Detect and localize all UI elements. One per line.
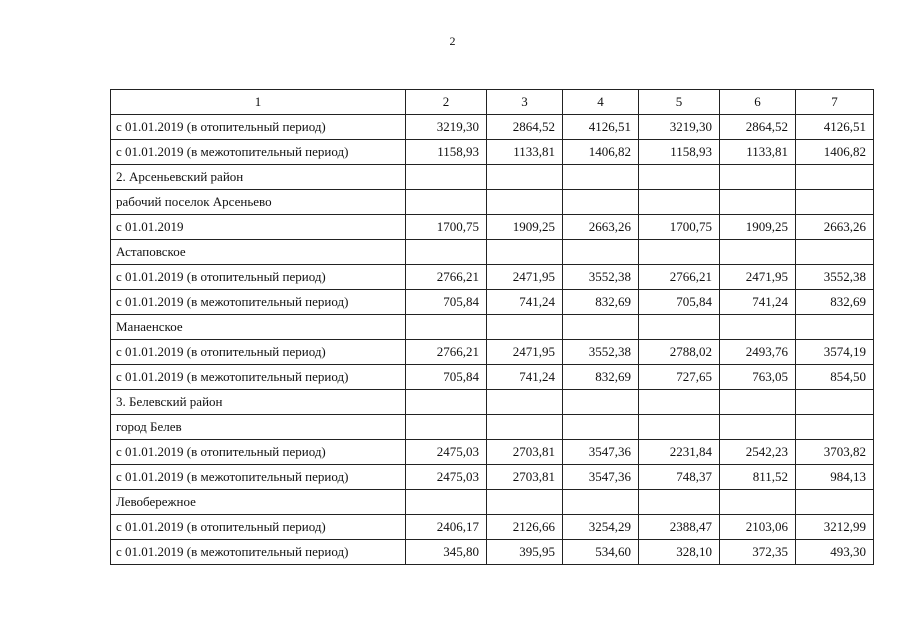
value-cell bbox=[406, 315, 487, 340]
value-cell bbox=[563, 490, 639, 515]
value-cell: 372,35 bbox=[720, 540, 796, 565]
column-header: 1 bbox=[111, 90, 406, 115]
value-cell: 328,10 bbox=[639, 540, 720, 565]
value-cell: 1406,82 bbox=[796, 140, 874, 165]
value-cell bbox=[563, 165, 639, 190]
value-cell: 2766,21 bbox=[639, 265, 720, 290]
column-header: 4 bbox=[563, 90, 639, 115]
row-label-cell: с 01.01.2019 (в межотопительный период) bbox=[111, 540, 406, 565]
table-row bbox=[111, 265, 874, 290]
value-cell bbox=[720, 415, 796, 440]
value-cell bbox=[639, 190, 720, 215]
row-label-cell: рабочий поселок Арсеньево bbox=[111, 190, 406, 215]
value-cell: 832,69 bbox=[563, 365, 639, 390]
value-cell: 2864,52 bbox=[720, 115, 796, 140]
value-cell: 534,60 bbox=[563, 540, 639, 565]
value-cell: 811,52 bbox=[720, 465, 796, 490]
row-label-cell: Левобережное bbox=[111, 490, 406, 515]
value-cell bbox=[487, 390, 563, 415]
value-cell bbox=[406, 165, 487, 190]
value-cell: 2103,06 bbox=[720, 515, 796, 540]
value-cell: 2231,84 bbox=[639, 440, 720, 465]
table-row bbox=[111, 515, 874, 540]
value-cell: 2663,26 bbox=[796, 215, 874, 240]
value-cell: 3212,99 bbox=[796, 515, 874, 540]
table-row bbox=[111, 490, 874, 515]
table-row bbox=[111, 465, 874, 490]
value-cell bbox=[563, 190, 639, 215]
table-row bbox=[111, 540, 874, 565]
value-cell bbox=[720, 165, 796, 190]
value-cell: 832,69 bbox=[563, 290, 639, 315]
value-cell bbox=[487, 415, 563, 440]
value-cell: 3547,36 bbox=[563, 465, 639, 490]
value-cell: 3552,38 bbox=[563, 265, 639, 290]
value-cell: 705,84 bbox=[406, 290, 487, 315]
value-cell bbox=[796, 315, 874, 340]
value-cell: 705,84 bbox=[639, 290, 720, 315]
row-label-cell: с 01.01.2019 (в межотопительный период) bbox=[111, 365, 406, 390]
row-label-cell: с 01.01.2019 (в отопительный период) bbox=[111, 340, 406, 365]
value-cell: 1909,25 bbox=[487, 215, 563, 240]
table-row bbox=[111, 390, 874, 415]
value-cell: 1700,75 bbox=[406, 215, 487, 240]
value-cell: 741,24 bbox=[720, 290, 796, 315]
value-cell bbox=[487, 490, 563, 515]
value-cell bbox=[796, 415, 874, 440]
value-cell bbox=[563, 240, 639, 265]
table-row bbox=[111, 165, 874, 190]
value-cell: 763,05 bbox=[720, 365, 796, 390]
table-row bbox=[111, 415, 874, 440]
value-cell bbox=[639, 490, 720, 515]
column-header: 3 bbox=[487, 90, 563, 115]
value-cell: 3254,29 bbox=[563, 515, 639, 540]
value-cell bbox=[639, 240, 720, 265]
table-row bbox=[111, 315, 874, 340]
value-cell bbox=[406, 415, 487, 440]
table-row bbox=[111, 365, 874, 390]
value-cell bbox=[487, 240, 563, 265]
row-label-cell: с 01.01.2019 (в отопительный период) bbox=[111, 515, 406, 540]
value-cell: 4126,51 bbox=[796, 115, 874, 140]
page-number: 2 bbox=[449, 34, 456, 48]
row-label-cell: Манаенское bbox=[111, 315, 406, 340]
value-cell: 3219,30 bbox=[639, 115, 720, 140]
value-cell: 748,37 bbox=[639, 465, 720, 490]
column-header: 7 bbox=[796, 90, 874, 115]
table-body bbox=[111, 90, 874, 565]
value-cell bbox=[720, 315, 796, 340]
value-cell: 1406,82 bbox=[563, 140, 639, 165]
value-cell: 2766,21 bbox=[406, 340, 487, 365]
column-header: 6 bbox=[720, 90, 796, 115]
value-cell: 3574,19 bbox=[796, 340, 874, 365]
value-cell: 2475,03 bbox=[406, 465, 487, 490]
value-cell: 395,95 bbox=[487, 540, 563, 565]
value-cell: 741,24 bbox=[487, 365, 563, 390]
value-cell: 1158,93 bbox=[639, 140, 720, 165]
value-cell: 727,65 bbox=[639, 365, 720, 390]
value-cell: 832,69 bbox=[796, 290, 874, 315]
value-cell bbox=[639, 165, 720, 190]
value-cell: 2766,21 bbox=[406, 265, 487, 290]
value-cell: 4126,51 bbox=[563, 115, 639, 140]
value-cell bbox=[796, 190, 874, 215]
value-cell: 2471,95 bbox=[487, 340, 563, 365]
value-cell: 2542,23 bbox=[720, 440, 796, 465]
value-cell bbox=[406, 190, 487, 215]
table-row bbox=[111, 290, 874, 315]
value-cell: 345,80 bbox=[406, 540, 487, 565]
value-cell: 2663,26 bbox=[563, 215, 639, 240]
row-label-cell: с 01.01.2019 (в межотопительный период) bbox=[111, 140, 406, 165]
value-cell bbox=[487, 190, 563, 215]
value-cell bbox=[720, 190, 796, 215]
value-cell bbox=[563, 315, 639, 340]
value-cell: 2471,95 bbox=[720, 265, 796, 290]
table-header-row bbox=[111, 90, 874, 115]
value-cell bbox=[796, 490, 874, 515]
value-cell bbox=[487, 315, 563, 340]
value-cell bbox=[720, 240, 796, 265]
value-cell: 3703,82 bbox=[796, 440, 874, 465]
value-cell: 2864,52 bbox=[487, 115, 563, 140]
table-row bbox=[111, 140, 874, 165]
column-header: 5 bbox=[639, 90, 720, 115]
value-cell: 1133,81 bbox=[487, 140, 563, 165]
value-cell bbox=[406, 390, 487, 415]
table-row bbox=[111, 340, 874, 365]
row-label-cell: с 01.01.2019 (в отопительный период) bbox=[111, 265, 406, 290]
value-cell: 2126,66 bbox=[487, 515, 563, 540]
value-cell bbox=[406, 490, 487, 515]
value-cell: 2388,47 bbox=[639, 515, 720, 540]
value-cell: 854,50 bbox=[796, 365, 874, 390]
value-cell: 705,84 bbox=[406, 365, 487, 390]
row-label-cell: с 01.01.2019 (в отопительный период) bbox=[111, 115, 406, 140]
table-row bbox=[111, 115, 874, 140]
value-cell bbox=[563, 390, 639, 415]
value-cell: 3552,38 bbox=[796, 265, 874, 290]
column-header: 2 bbox=[406, 90, 487, 115]
row-label-cell: с 01.01.2019 bbox=[111, 215, 406, 240]
value-cell bbox=[796, 165, 874, 190]
value-cell: 741,24 bbox=[487, 290, 563, 315]
row-label-cell: Астаповское bbox=[111, 240, 406, 265]
value-cell: 1909,25 bbox=[720, 215, 796, 240]
value-cell: 2493,76 bbox=[720, 340, 796, 365]
row-label-cell: с 01.01.2019 (в отопительный период) bbox=[111, 440, 406, 465]
value-cell bbox=[796, 240, 874, 265]
value-cell bbox=[639, 315, 720, 340]
table-row bbox=[111, 215, 874, 240]
table-row bbox=[111, 190, 874, 215]
value-cell: 1158,93 bbox=[406, 140, 487, 165]
value-cell bbox=[563, 415, 639, 440]
value-cell: 2406,17 bbox=[406, 515, 487, 540]
value-cell bbox=[639, 390, 720, 415]
value-cell bbox=[639, 415, 720, 440]
value-cell: 1700,75 bbox=[639, 215, 720, 240]
value-cell: 3547,36 bbox=[563, 440, 639, 465]
value-cell bbox=[406, 240, 487, 265]
value-cell bbox=[720, 490, 796, 515]
tariff-table bbox=[110, 89, 874, 565]
value-cell bbox=[720, 390, 796, 415]
value-cell bbox=[487, 165, 563, 190]
value-cell: 2471,95 bbox=[487, 265, 563, 290]
value-cell: 2703,81 bbox=[487, 440, 563, 465]
row-label-cell: 3. Белевский район bbox=[111, 390, 406, 415]
row-label-cell: с 01.01.2019 (в межотопительный период) bbox=[111, 290, 406, 315]
value-cell: 493,30 bbox=[796, 540, 874, 565]
row-label-cell: 2. Арсеньевский район bbox=[111, 165, 406, 190]
value-cell: 3219,30 bbox=[406, 115, 487, 140]
value-cell: 2788,02 bbox=[639, 340, 720, 365]
table-row bbox=[111, 240, 874, 265]
value-cell: 2703,81 bbox=[487, 465, 563, 490]
table-row bbox=[111, 440, 874, 465]
value-cell bbox=[796, 390, 874, 415]
row-label-cell: город Белев bbox=[111, 415, 406, 440]
row-label-cell: с 01.01.2019 (в межотопительный период) bbox=[111, 465, 406, 490]
value-cell: 1133,81 bbox=[720, 140, 796, 165]
value-cell: 2475,03 bbox=[406, 440, 487, 465]
value-cell: 3552,38 bbox=[563, 340, 639, 365]
value-cell: 984,13 bbox=[796, 465, 874, 490]
